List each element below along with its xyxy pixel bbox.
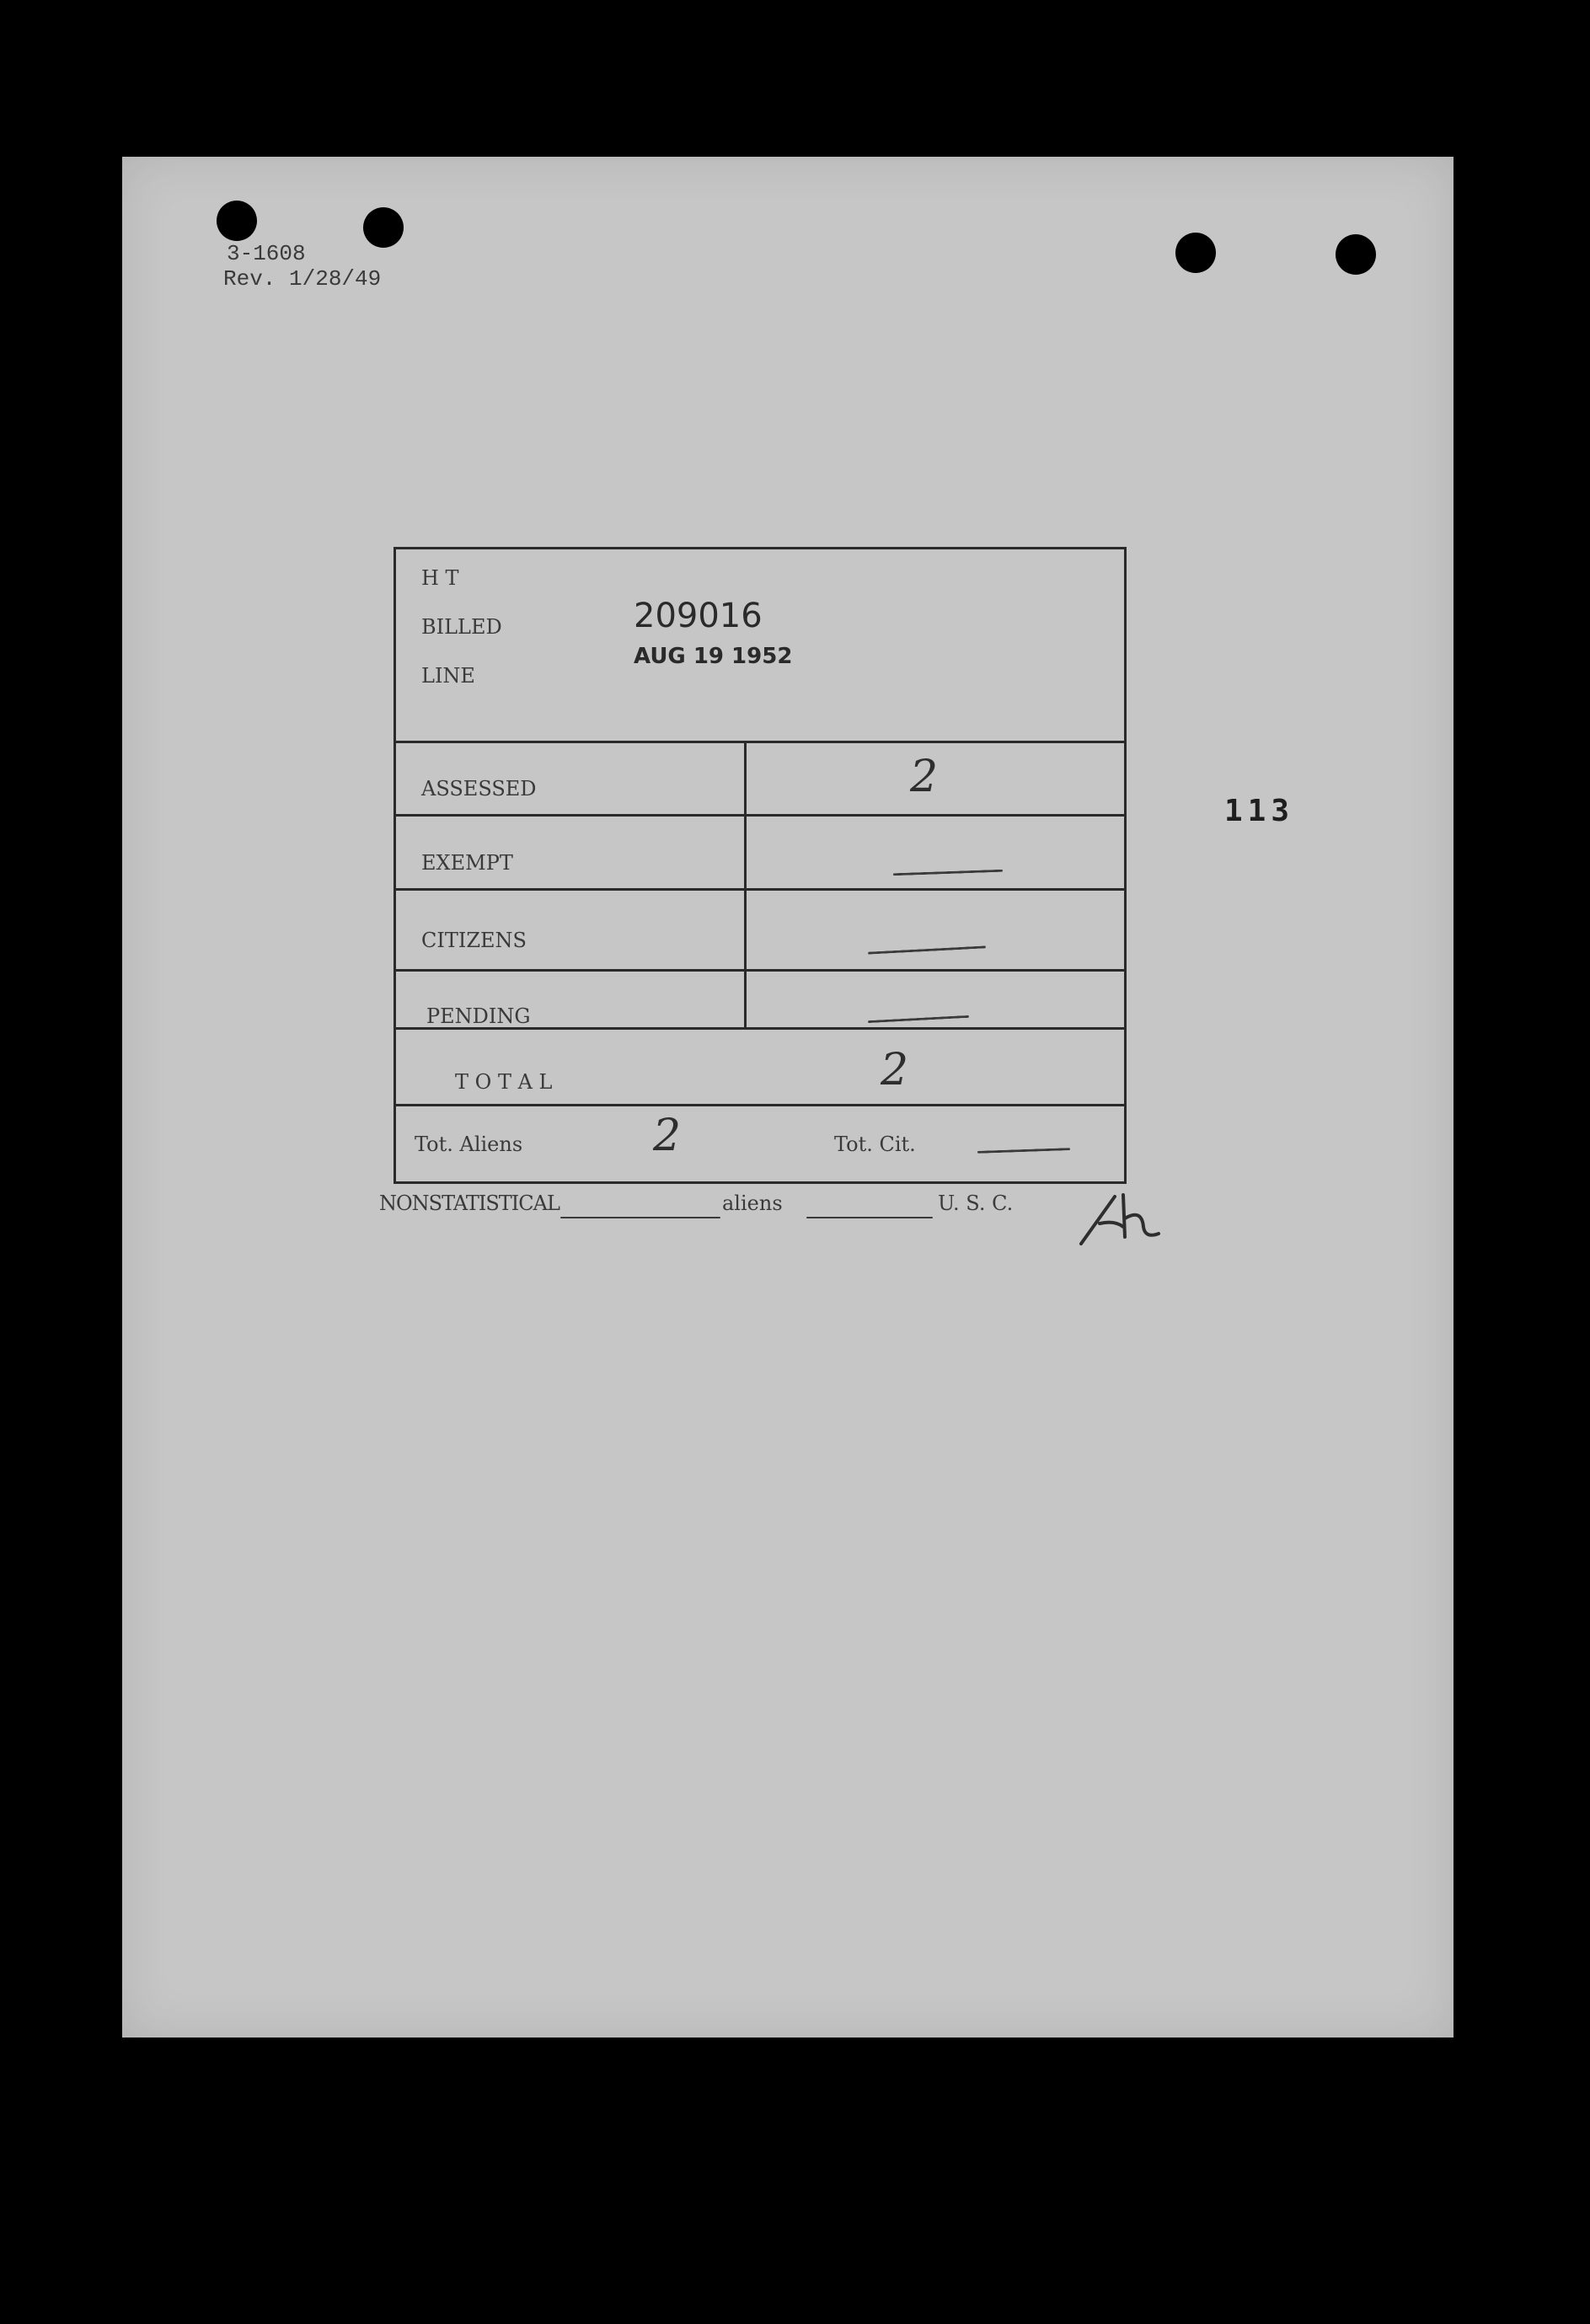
stamp-number: 209016 xyxy=(634,597,763,635)
pending-label: PENDING xyxy=(426,1004,531,1028)
citizens-dash xyxy=(868,945,986,954)
line-label: LINE xyxy=(421,664,475,688)
aliens-blank xyxy=(806,1217,933,1218)
assessed-value: 2 xyxy=(910,752,939,802)
total-value: 2 xyxy=(881,1045,909,1095)
usc-label: U. S. C. xyxy=(938,1191,1014,1215)
tot-aliens-label: Tot. Aliens xyxy=(415,1133,523,1156)
ht-label: H T xyxy=(421,566,459,590)
exempt-dash xyxy=(893,870,1003,876)
exempt-label: EXEMPT xyxy=(421,851,513,875)
billing-form-box xyxy=(393,547,1127,1184)
form-code: 3-1608 xyxy=(227,241,306,266)
initials-signature xyxy=(1074,1185,1184,1252)
document-sheet xyxy=(122,157,1453,2038)
punch-hole xyxy=(363,207,404,248)
punch-hole xyxy=(1336,234,1376,275)
citizens-label: CITIZENS xyxy=(421,929,527,952)
assessed-label: ASSESSED xyxy=(421,777,537,801)
form-revision: Rev. 1/28/49 xyxy=(223,266,382,292)
nonstatistical-label: NONSTATISTICAL xyxy=(379,1191,559,1215)
billed-label: BILLED xyxy=(421,615,502,639)
aliens-label: aliens xyxy=(722,1191,783,1215)
tot-cit-label: Tot. Cit. xyxy=(834,1133,916,1156)
punch-hole xyxy=(217,201,257,241)
punch-hole xyxy=(1175,233,1216,273)
nonstatistical-blank xyxy=(560,1217,720,1218)
tot-aliens-value: 2 xyxy=(653,1111,682,1161)
stamp-date: AUG 19 1952 xyxy=(634,644,793,669)
tot-cit-dash xyxy=(977,1148,1070,1154)
pending-dash xyxy=(868,1015,969,1023)
side-number: 113 xyxy=(1224,794,1295,828)
total-label: T O T A L xyxy=(455,1070,553,1094)
